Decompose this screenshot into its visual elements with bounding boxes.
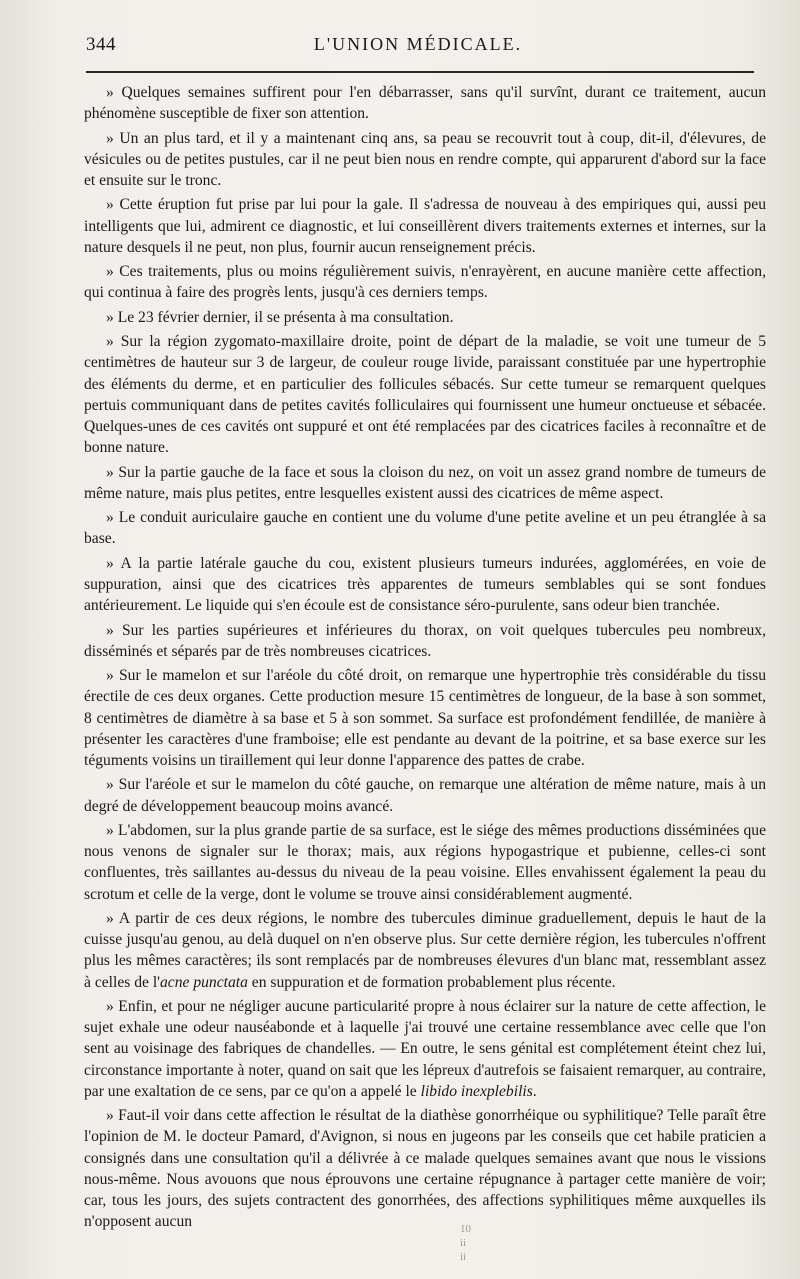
- paragraph: » Cette éruption fut prise par lui pour la gale. Il s'adressa de nouveau à des empiriques qui, aussi peu intelligents que lui, admirent ce diagnostic, et lui conseillèrent divers traitements externes et internes, sur la nature desquels il ne peut, non plus, fournir aucun renseignement précis.: [84, 196, 766, 256]
- paragraph: » Sur l'aréole et sur le mamelon du côté gauche, on remarque une altération de même nature, mais à un degré de développement beaucoup moins avancé.: [84, 776, 766, 815]
- paragraph: » Le 23 février dernier, il se présenta à ma consultation.: [106, 308, 454, 326]
- paragraph: » Sur la région zygomato-maxillaire droite, point de départ de la maladie, se voit une tumeur de 5 centimètres de hauteur sur 3 de largeur, de couleur rouge livide, paraissant constituée par une hypertrophie des éléments du derme, et en particulier des follicules sébacés. Sur cette tumeur se remarquent quelques pertuis communiquant dans de petites cavités folliculaires qui fournissent une humeur onctueuse et sébacée. Quelques-unes de ces cavités ont suppuré et ont été remplacées par des cicatrices faciles à reconnaître et de bonne nature.: [84, 333, 766, 457]
- paragraph: » Faut-il voir dans cette affection le résultat de la diathèse gonorrhéique ou syphilitique? Telle paraît être l'opinion de M. le docteur Pamard, d'Avignon, si nous en jugeons par les conseils que cet habile praticien a consignés dans une consultation qu'il a délivrée à ce malade quelques semaines avant que nous le vissions nous-même. Nous avouons que nous éprouvons une certaine répugnance à partager cette manière de voir; car, tous les jours, des sujets contractent des gonorrhées, des affections syphilitiques même auxquelles ils n'opposent aucun: [84, 1107, 766, 1231]
- page-number: 344: [86, 34, 116, 55]
- footer-mark: 10: [460, 1223, 471, 1235]
- paragraph: » Le conduit auriculaire gauche en contient une du volume d'une petite aveline et un peu étranglée à sa base.: [84, 509, 766, 548]
- footer-mark: ii: [460, 1237, 467, 1249]
- paragraph: » Ces traitements, plus ou moins régulièrement suivis, n'enrayèrent, en aucune manière cette affection, qui continua à faire des progrès lents, jusqu'à ces derniers temps.: [84, 263, 766, 302]
- paragraph-text: » Enfin, et pour ne négliger aucune particularité propre à nous éclairer sur la nature de cette affection, le sujet exhale une odeur nauséabonde et à laquelle j'ai trouvé une certaine ressemblance avec celle que l'on sent au voisinage des fabriques de chandelles. — En outre, le sens génital est complétement éteint chez lui, circonstance importante à noter, quand on sait que les lépreux d'autrefois se faisaient remarquer, au contraire, par une exaltation de ce sens, par ce qu'on a appelé le: [84, 997, 766, 1100]
- paragraph: [84, 996, 766, 1102]
- paragraph-text: en suppuration et de formation probablement plus récente.: [247, 973, 616, 991]
- page-header: [86, 34, 750, 60]
- paragraph: » Un an plus tard, et il y a maintenant cinq ans, sa peau se recouvrit tout à coup, dit-il, d'élevures, de vésicules ou de petites pustules, car il ne peut bien nous en rendre compte, qui apparurent d'abord sur la face et ensuite sur le tronc.: [84, 129, 766, 189]
- paragraph-text: » A partir de ces deux régions, le nombre des tubercules diminue graduellement, depuis le haut de la cuisse jusqu'au genou, au delà duquel on n'en observe plus. Sur cette dernière région, les tubercules n'offrent plus les mêmes caractères; ils sont remplacés par de nombreuses élevures d'un blanc mat, ressemblant assez à celles de l': [84, 909, 766, 991]
- paragraph: » A la partie latérale gauche du cou, existent plusieurs tumeurs indurées, agglomérées, en voie de suppuration, ainsi que des cicatrices très apparentes de tumeurs semblables qui se sont fondues antérieurement. Le liquide qui s'en écoule est de consistance séro-purulente, sans odeur bien tranchée.: [84, 554, 766, 615]
- paragraph: » Sur les parties supérieures et inférieures du thorax, on voit quelques tubercules peu nombreux, disséminés et séparés par de très nombreuses cicatrices.: [84, 621, 766, 660]
- article-body: [84, 82, 766, 1236]
- italic-term: acne punctata: [159, 973, 248, 991]
- paragraph: » L'abdomen, sur la plus grande partie de sa surface, est le siége des mêmes productions disséminées que nous venons de signaler sur le thorax; mais, aux régions hypogastrique et pubienne, celles-ci sont confluentes, très saillantes au-dessus du niveau de la peau voisine. Elles envahissent également la peau du scrotum et celle de la verge, dont le volume se trouve ainsi considérablement augmenté.: [84, 821, 766, 903]
- paragraph: » Sur la partie gauche de la face et sous la cloison du nez, on voit un assez grand nombre de tumeurs de même nature, mais plus petites, entre lesquelles existent aussi des cicatrices de même aspect.: [84, 463, 766, 502]
- header-rule: [86, 71, 754, 73]
- paragraph: » Quelques semaines suffirent pour l'en débarrasser, sans qu'il survînt, durant ce traitement, aucun phénomène susceptible de fixer son attention.: [84, 84, 766, 123]
- italic-term: libido inexplebilis: [420, 1082, 533, 1100]
- running-title: L'UNION MÉDICALE.: [313, 34, 523, 54]
- paragraph: [84, 908, 766, 993]
- paragraph-text: .: [532, 1082, 537, 1100]
- footer-mark: ii: [460, 1251, 467, 1263]
- footer-marks: [460, 1222, 471, 1264]
- paragraph: » Sur le mamelon et sur l'aréole du côté droit, on remarque une hypertrophie très considérable du tissu érectile de ces deux organes. Cette production mesure 15 centimètres de longueur, de la base à son sommet, 8 centimètres de diamètre à sa base et 5 à son sommet. Sa surface est profondément fendillée, de manière à présenter les caractères d'une framboise; elle est pendante au devant de la poitrine, et sa base exerce sur les téguments voisins un tiraillement qui leur donne l'apparence des pattes de crabe.: [84, 667, 766, 769]
